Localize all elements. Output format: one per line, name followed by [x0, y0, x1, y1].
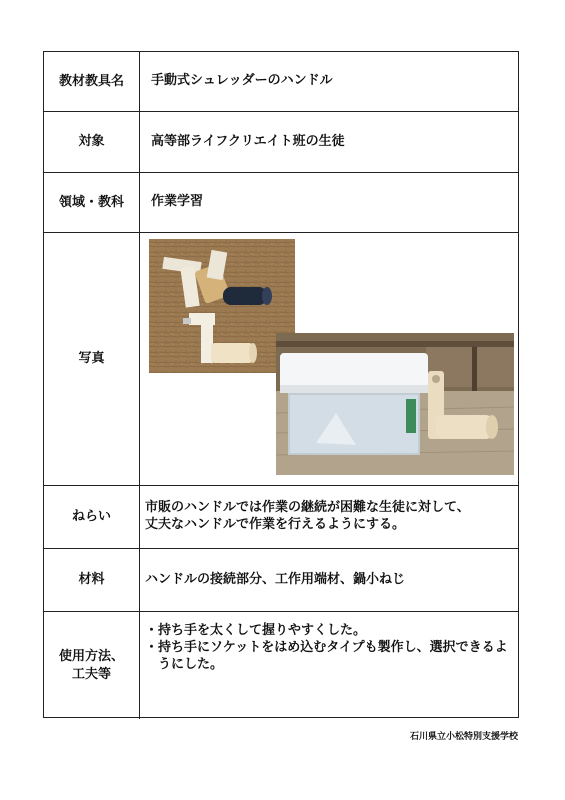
value-aim [141, 486, 518, 548]
value-usage [141, 612, 518, 719]
shredder-photo [276, 333, 514, 475]
photo-area [141, 233, 518, 485]
usage-line: うにした。 [145, 656, 224, 672]
usage-line: ・持ち手を太くして握りやすくした。 [145, 623, 367, 638]
label-aim: ねらい [44, 486, 140, 548]
label-photo: 写真 [44, 233, 140, 485]
usage-line: ・持ち手にソケットをはめ込むタイプも製作し、選択できるよ [145, 639, 508, 655]
usage-label-line: 工夫等 [71, 666, 111, 682]
label-usage [44, 612, 140, 719]
value-target: 高等部ライフクリエイト班の生徒 [151, 133, 345, 149]
row-materials [44, 549, 518, 612]
value-materials: ハンドルの接続部分、工作用端材、鍋小ねじ [145, 571, 406, 587]
row-item-name [44, 52, 518, 112]
value-item-name: 手動式シュレッダーのハンドル [151, 73, 333, 89]
label-subject: 領域・教科 [44, 173, 140, 232]
row-photo [44, 233, 518, 486]
row-target [44, 112, 518, 173]
row-usage [44, 612, 518, 719]
row-aim [44, 486, 518, 549]
label-target: 対象 [44, 112, 140, 172]
row-subject [44, 173, 518, 233]
aim-line: 市販のハンドルでは作業の継続が困難な生徒に対して、 [145, 500, 470, 516]
handle-parts-photo [149, 239, 295, 373]
label-materials: 材料 [44, 549, 140, 611]
school-name: 石川県立小松特別支援学校 [409, 732, 518, 742]
usage-label-line: 使用方法、 [58, 648, 124, 664]
info-sheet-table [43, 51, 519, 718]
aim-line: 丈夫なハンドルで作業を行えるようにする。 [145, 517, 406, 532]
label-item-name: 教材教具名 [44, 52, 140, 111]
value-subject: 作業学習 [151, 194, 204, 210]
